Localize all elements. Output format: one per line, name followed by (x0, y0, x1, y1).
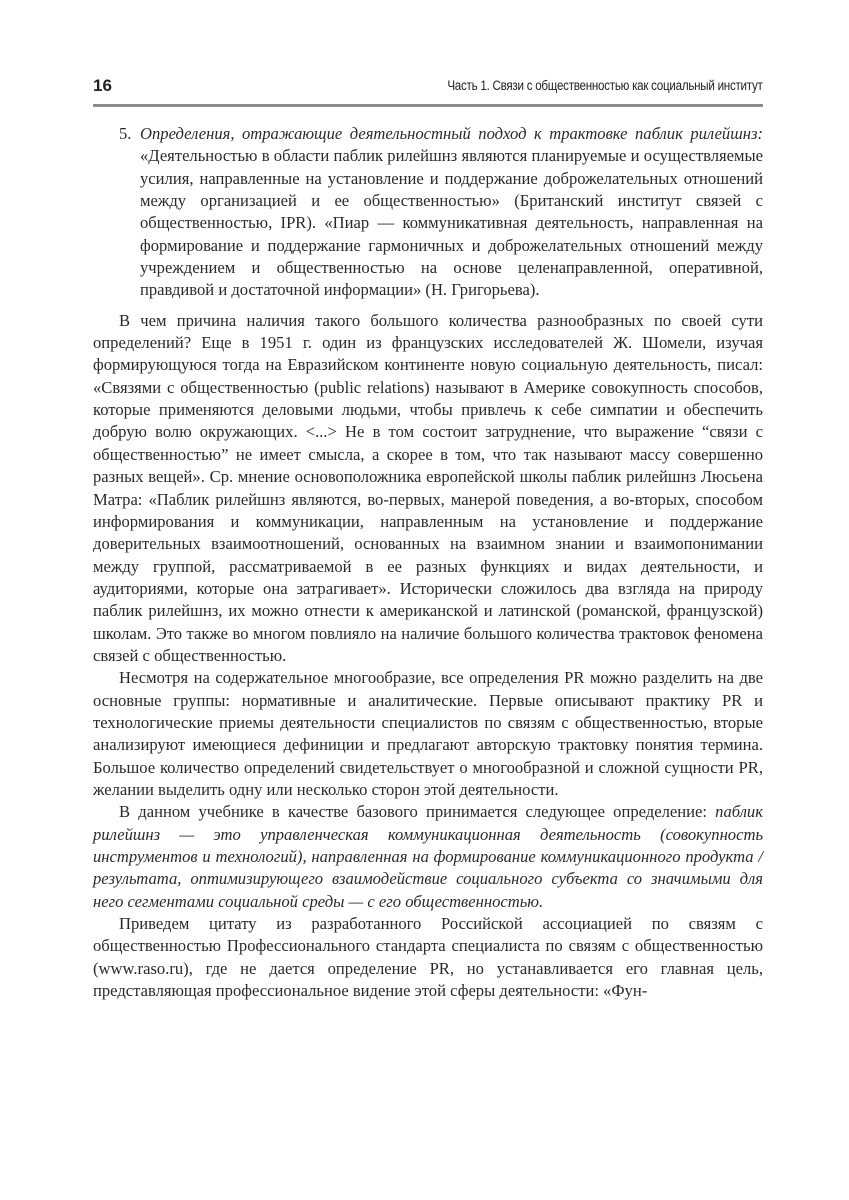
page-number: 16 (93, 76, 112, 95)
definition-italic: паблик рилейшнз — это управленческая коммуникационная деятельность (совокупность инструментов и технологий), направленная на формирование коммуникационного продукта / результата, оптимизирующего взаимодействие социального субъекта со значимыми для него сегментами социальной среды — с его общественностью. (93, 802, 763, 911)
page-header (93, 76, 763, 100)
paragraph-2: Несмотря на содержательное многообразие, все определения PR можно разделить на две основные группы: нормативные и аналитические. Первые описывают практику PR и технологические приемы деятельности специалистов по связям с общественностью, вторые анализируют имеющиеся дефиниции и предлагают авторскую трактовку понятия термина. Большое количество определений свидетельствует о многообразной и сложной сущности PR, желании выделить одну или несколько сторон этой деятельности. (93, 668, 763, 799)
list-item-text (140, 123, 763, 302)
definition-list (93, 123, 763, 302)
running-title: Часть 1. Связи с общественностью как социальный институт (447, 78, 763, 93)
list-item-number: 5. (119, 124, 132, 143)
list-item-5 (93, 123, 763, 302)
header-rule (93, 104, 763, 107)
paragraph-4: Приведем цитату из разработанного Российской ассоциацией по связям с общественностью Профессионального стандарта специалиста по связям с общественностью (www.raso.ru), где не дается определение PR, но устанавливается его главная цель, представляющая профессиональное видение этой сферы деятельности: «Фун- (93, 914, 763, 1001)
paragraph-3 (93, 801, 763, 913)
page-body (93, 123, 763, 1002)
paragraph-3-lead: В данном учебнике в качестве базового принимается следующее определение: (119, 802, 716, 822)
list-item-body: «Деятельностью в области паблик рилейшнз являются планируемые и осуществляемые усилия, направленные на установление и поддержание доброжелательных отношений между организацией и ее общественностью» (Британский институт связей с общественностью, IPR). «Пиар — коммуникативная деятельность, направленная на формирование и поддержание гармоничных и доброжелательных отношений между учреждением и общественностью на основе целенаправленной, оперативной, правдивой и достаточной информации» (Н. Григорьева). (140, 146, 763, 300)
paragraph-1: В чем причина наличия такого большого количества разнообразных по своей сути определений? Еще в 1951 г. один из французских исследователей Ж. Шомели, изучая формирующуюся тогда на Евразийском континенте новую социальную деятельность, писал: «Связями с общественностью (public relations) называют в Америке совокупность способов, которые применяются деловыми людьми, чтобы привлечь к себе симпатии и обеспечить добрую волю окружающих. <...> Не в том состоит затруднение, что выражение “связи с общественностью” не имеет смысла, а скорее в том, что так называют массу совершенно разных вещей». Ср. мнение основоположника европейской школы паблик рилейшнз Люсьена Матра: «Паблик рилейшнз являются, во-первых, манерой поведения, а во-вторых, способом информирования и коммуникации, направленным на установление и поддержание доверительных взаимоотношений, основанных на взаимном знании и взаимопонимании между группой, рассматриваемой в ее разных функциях и видах деятельности, и аудиториями, которые она затрагивает». Исторически сложилось два взгляда на природу паблик рилейшнз, их можно отнести к американской и латинской (романской, французской) школам. Это также во многом повлияло на наличие большого количества трактовок феномена связей с общественностью. (93, 310, 763, 665)
list-item-italic-lead: Определения, отражающие деятельностный подход к трактовке паблик рилейшнз: (140, 124, 763, 143)
